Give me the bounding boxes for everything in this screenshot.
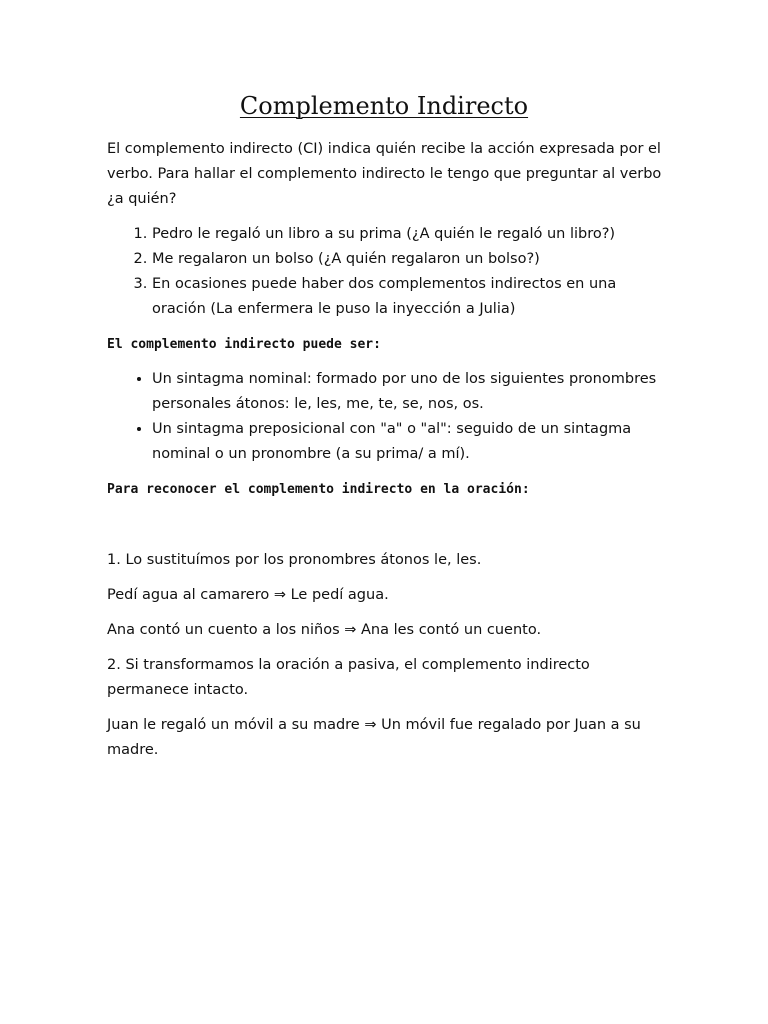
rule-2: 2. Si transformamos la oración a pasiva, el complemento indirecto permanece intacto. xyxy=(107,657,590,698)
rule-2-example: Juan le regaló un móvil a su madre ⇒ Un móvil fue regalado por Juan a su madre. xyxy=(107,717,641,758)
rule-1: 1. Lo sustituímos por los pronombres átonos le, les. xyxy=(107,552,482,568)
spacer xyxy=(107,512,667,548)
rule-1-example-1: Pedí agua al camarero ⇒ Le pedí agua. xyxy=(107,587,389,603)
list-item: • Un sintagma nominal: formado por uno de los siguientes pronombres personales átonos: le, les, me, te, se, nos, os. xyxy=(152,367,667,417)
types-heading: El complemento indirecto puede ser: xyxy=(107,337,381,352)
list-item: 1. Pedro le regaló un libro a su prima (¿A quién le regaló un libro?) xyxy=(152,222,667,247)
recognize-heading: Para reconocer el complemento indirecto en la oración: xyxy=(107,482,530,497)
list-item: 3. En ocasiones puede haber dos complementos indirectos en una oración (La enfermera le puso la inyección a Julia) xyxy=(152,272,667,322)
list-item: 2. Me regalaron un bolso (¿A quién regalaron un bolso?) xyxy=(152,247,667,272)
rule-1-example-2: Ana contó un cuento a los niños ⇒ Ana les contó un cuento. xyxy=(107,622,542,638)
examples-list xyxy=(107,222,667,322)
document-body xyxy=(107,137,667,773)
types-list xyxy=(107,367,667,467)
list-item: • Un sintagma preposicional con "a" o "al": seguido de un sintagma nominal o un pronombre (a su prima/ a mí). xyxy=(152,417,667,467)
document-title: Complemento Indirecto xyxy=(239,92,529,120)
intro-paragraph: El complemento indirecto (CI) indica quién recibe la acción expresada por el verbo. Para hallar el complemento indirecto le tengo que preguntar al verbo ¿a quién? xyxy=(107,141,662,207)
